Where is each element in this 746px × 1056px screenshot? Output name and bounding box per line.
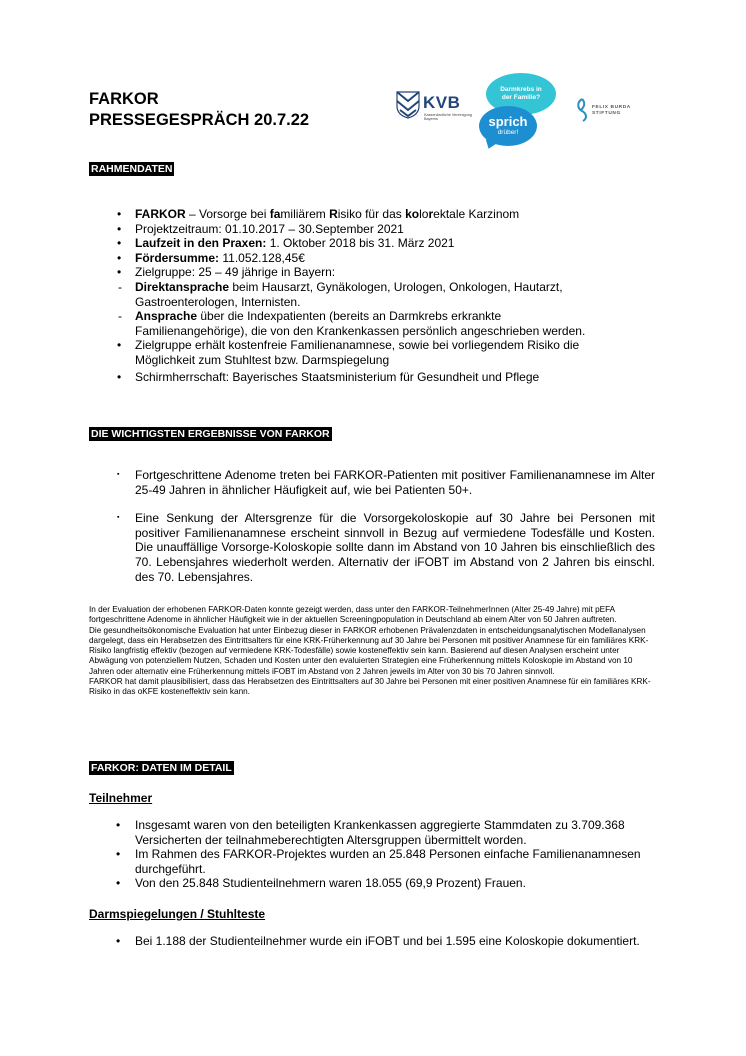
text-part: lo (419, 207, 429, 221)
subheading-darmspiegelungen: Darmspiegelungen / Stuhlteste (89, 907, 266, 921)
list-item-text: Insgesamt waren von den beteiligten Krankenkassen aggregierte Stammdaten zu 3.709.368 Versicherten der teilnahmeberechtigten Altersgruppen übermittelt worden. (135, 818, 625, 847)
list-item (0, 370, 605, 385)
list-item (0, 309, 605, 338)
farkor-bold: FARKOR (135, 207, 186, 221)
text-part: isiko für das (337, 207, 406, 221)
bullet-marker: • (117, 236, 122, 251)
bold-part: R (329, 207, 338, 221)
teilnehmer-list (0, 818, 675, 891)
title-line-2: PRESSEGESPRÄCH 20.7.22 (89, 111, 310, 129)
text-part: miliärem (280, 207, 330, 221)
list-item-text: 11.052.128,45€ (219, 250, 305, 265)
felix-burda-logo-text (592, 105, 631, 117)
bullet-marker: • (117, 265, 122, 280)
bullet-marker: • (116, 818, 121, 832)
kvb-logo-subtitle: Kassenärztliche Vereinigung Bayerns (424, 113, 472, 122)
list-item-bold: Laufzeit in den Praxen: (135, 236, 267, 251)
list-item (0, 818, 675, 847)
list-item (0, 847, 675, 876)
bullet-marker: • (117, 250, 122, 265)
bullet-marker: • (117, 369, 122, 384)
list-item-text: 1. Oktober 2018 bis 31. März 2021 (266, 236, 455, 251)
list-item (0, 207, 605, 222)
list-item (0, 934, 675, 949)
logo-area (396, 73, 658, 153)
burda-line-2: STIFTUNG (592, 111, 621, 116)
list-item-text: Im Rahmen des FARKOR-Projektes wurden an 25.848 Personen einfache Familienanamnesen durchgeführt. (135, 847, 641, 876)
paragraph-line: In der Evaluation der erhobenen FARKOR-Daten konnte gezeigt werden, dass unter den FARKOR-TeilnehmerInnen (Alter 25-49 Jahre) mit pEFA fortgeschrittene Adenome in ähnlicher Häufigkeit wie in der aktuellen Screeningpopulation in Deutschland ab einem Alter von 50 Jahren auftreten. (89, 605, 617, 625)
kvb-logo-text: KVB (423, 93, 461, 112)
bullet-marker: • (117, 338, 122, 353)
list-item-text: Von den 25.848 Studienteilnehmern waren 18.055 (69,9 Prozent) Frauen. (135, 876, 526, 891)
list-item (0, 251, 605, 266)
list-item-text: Schirmherrschaft: Bayerisches Staatsministerium für Gesundheit und Pflege (135, 369, 540, 384)
list-item-text: Projektzeitraum: 01.10.2017 – 30.September 2021 (135, 221, 404, 236)
section-heading-rahmendaten: RAHMENDATEN (91, 163, 173, 175)
list-item (0, 265, 605, 280)
kvb-shield-icon (396, 91, 420, 119)
paragraph-line: FARKOR hat damit plausibilisiert, dass das Herabsetzen des Eintrittsalters auf 30 Jahre bei Personen mit einer positiven Anamnese für ein familiäres KRK-Risiko in das oKFE kosteneffektiv sein kann. (89, 677, 651, 697)
darmspiegelungen-list (0, 934, 675, 949)
dash-marker: - (118, 309, 122, 324)
rahmendaten-list (0, 207, 605, 384)
bullet-marker: • (116, 934, 121, 948)
page-title (89, 89, 309, 131)
list-item (0, 236, 605, 251)
paragraph-line: Die gesundheitsökonomische Evaluation hat unter Einbezug dieser in FARKOR erhobenen Prävalenzdaten in entscheidungsanalytischen Modellanalysen dargelegt, dass ein Herabsetzen des Eintrittsalters für eine KRK-Früherkennung auf 30 Jahre bei Personen mit positiver Anamnese für ein familiäres KRK-Risiko langfristig effektiv (bezogen auf vermiedene KRK-Todesfälle) sowie kosteneffektiv sein kann. Basierend auf diesen Analysen erscheint unter Abwägung von potenziellem Nutzen, Schaden und Kosten unter den evaluierten Strategien eine Früherkennung mittels Koloskopie im Abstand von 10 Jahren oder alternativ eine Früherkennung mittels iFOBT im Abstand von 2 Jahren jeweils im Alter von 30 bis 70 Jahren sinnvoll. (89, 625, 649, 676)
list-item (0, 222, 605, 237)
list-item-text: Eine Senkung der Altersgrenze für die Vorsorgekoloskopie auf 30 Jahre bei Personen mit positiver Familienanamnese erscheint sinnvoll in Bezug auf vermiedene Todesfälle und Kosten. Die unauffällige Vorsorge-Koloskopie sollte dann im Abstand von 10 Jahren bis einschließlich des 70. Lebensjahres wiederholt werden. Alternativ der iFOBT im Abstand von 2 Jahren bis einschl. des 70. Lebensjahres. (135, 511, 655, 584)
subheading-teilnehmer: Teilnehmer (89, 791, 153, 805)
bullet-marker: • (116, 847, 121, 862)
list-item-bold: Direktansprache (135, 279, 230, 294)
list-item-text: Zielgruppe: 25 – 49 jährige in Bayern: (135, 265, 336, 280)
bubble-sprich-text: sprich (488, 114, 528, 129)
section-heading-ergebnisse: DIE WICHTIGSTEN ERGEBNISSE VON FARKOR (91, 428, 330, 440)
list-item-text: Fortgeschrittene Adenome treten bei FARKOR-Patienten mit positiver Familienanamnese im Alter 25-49 Jahren in ähnlicher Häufigkeit auf, wie bei Patienten 50+. (135, 468, 655, 497)
section-heading-details: FARKOR: DATEN IM DETAIL (91, 762, 232, 774)
bold-part: ko (405, 207, 420, 221)
list-item (0, 511, 655, 584)
list-item-text: Zielgruppe erhält kostenfreie Familienanamnese, sowie bei vorliegendem Risiko die Möglichkeit zum Stuhltest bzw. Darmspiegelung (135, 338, 580, 367)
list-item (0, 338, 605, 367)
bullet-marker: • (117, 207, 122, 221)
text-part: – Vorsorge bei (185, 207, 270, 221)
bold-part: r (428, 207, 434, 221)
text-part: ektale Karzinom (433, 207, 520, 221)
list-item (0, 468, 655, 497)
bullet-marker: • (116, 876, 121, 891)
burda-line-1: FELIX BURDA (592, 105, 631, 110)
title-line-1: FARKOR (89, 90, 159, 108)
felix-burda-ribbon-icon (574, 97, 590, 123)
ergebnisse-list (0, 468, 655, 584)
speech-bubble-sprich (479, 106, 537, 146)
square-bullet-marker: ▪ (117, 514, 120, 522)
bold-part: fa (269, 207, 281, 221)
evaluation-paragraph (89, 605, 657, 698)
list-item-bold: Fördersumme: (135, 250, 220, 265)
list-item (0, 280, 605, 309)
list-item (0, 876, 675, 891)
list-item-bold: Ansprache (135, 309, 198, 324)
list-item-text: Bei 1.188 der Studienteilnehmer wurde ein iFOBT und bei 1.595 eine Koloskopie dokumentiert. (135, 934, 640, 948)
list-item-text: beim Hausarzt, Gynäkologen, Urologen, Onkologen, Hautarzt, Gastroenterologen, Internisten. (135, 279, 563, 309)
bullet-marker: • (117, 221, 122, 236)
list-item-text: über die Indexpatienten (bereits an Darmkrebs erkrankte Familienangehörige), die von den Krankenkassen persönlich angeschrieben werden. (135, 309, 586, 338)
bubble-question-text: Darmkrebs in der Familie? (500, 86, 542, 101)
dash-marker: - (118, 279, 122, 294)
square-bullet-marker: ▪ (117, 471, 120, 478)
bubble-drueber-text: drüber! (497, 129, 519, 136)
